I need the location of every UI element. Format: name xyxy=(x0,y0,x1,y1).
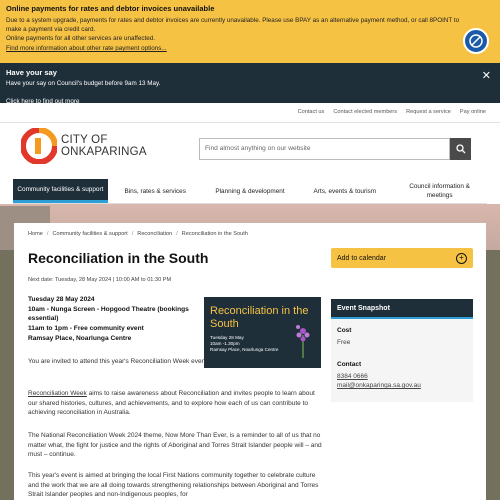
utility-nav xyxy=(298,109,486,115)
main-nav xyxy=(13,179,487,204)
theme-paragraph: The National Reconciliation Week 2024 theme, Now More Than Ever, is a reminder to all of us that no matter what, the fight for justice and the rights of Aboriginal and Torres Strait Islander people will – and must – continue. xyxy=(28,432,322,459)
breadcrumb: Home / Community facilities & support / Reconciliation / Reconciliation in the South xyxy=(28,231,248,237)
event-paragraph: This year's event is aimed at bringing the local First Nations community together to celebrate culture and the work that we are all doing towards strengthening relationships between Aboriginal and Torres Strait Islander peoples and non-Indigenous peoples, for xyxy=(28,472,319,499)
promo-place: Ramsay Place, Noarlunga Centre xyxy=(210,347,279,352)
site-search xyxy=(199,138,471,160)
next-date: Next date: Tuesday, 28 May 2024 | 10:00 AM to 01:30 PM xyxy=(28,277,172,283)
breadcrumb-current: Reconciliation in the South xyxy=(181,231,248,237)
reconciliation-week-link[interactable]: Reconciliation Week xyxy=(28,390,87,397)
search-input[interactable]: Find almost anything on our website xyxy=(199,138,450,160)
utility-request-service[interactable]: Request a service xyxy=(406,109,451,115)
nav-planning[interactable]: Planning & development xyxy=(215,187,285,195)
event-community: 11am to 1pm - Free community event xyxy=(28,325,144,333)
nav-community[interactable]: Community facilities & support xyxy=(13,179,108,203)
rw-paragraph-text: aims to raise awareness about Reconciliation and invites people to learn about our shared histories, cultures, and achievements, and to explore how each of us can contribute to achieving reconciliation in Australia. xyxy=(28,390,315,417)
contact-email[interactable]: mail@onkaparinga.sa.gov.au xyxy=(337,382,421,389)
event-location: Ramsay Place, Noarlunga Centre xyxy=(28,334,132,342)
alert-banner xyxy=(0,0,500,63)
promo-heading: Reconciliation in the South xyxy=(210,305,309,330)
plus-icon: + xyxy=(456,253,467,264)
nav-council-info[interactable]: Council information & meetings xyxy=(409,183,470,199)
logo-line-2: ONKAPARINGA xyxy=(61,146,147,158)
alert-text-1: Due to a system upgrade, payments for rates and debtor invoices are currently unavailable. Please use BPAY as an alternative payment method, or call 8POINT to make a payment via credit card. xyxy=(6,17,460,33)
alert-title: Online payments for rates and debtor invoices unavailable xyxy=(6,4,215,13)
cost-value: Free xyxy=(337,339,351,346)
close-icon[interactable]: ✕ xyxy=(481,70,491,82)
add-calendar-label: Add to calendar xyxy=(337,254,387,262)
content-card xyxy=(14,223,486,500)
breadcrumb-home[interactable]: Home xyxy=(28,231,43,237)
site-logo[interactable] xyxy=(21,128,147,164)
breadcrumb-reconciliation[interactable]: Reconciliation xyxy=(137,231,173,237)
cost-label: Cost xyxy=(337,327,352,334)
nav-arts-events[interactable]: Arts, events & tourism xyxy=(313,187,377,195)
alert-more-link[interactable]: Find more information about other rate payment options... xyxy=(6,45,167,52)
event-details xyxy=(28,295,198,344)
intro-paragraph: You are invited to attend this year's Reconciliation Week event. xyxy=(28,358,209,365)
say-title: Have your say xyxy=(6,68,57,77)
add-to-calendar-button[interactable] xyxy=(331,248,473,268)
contact-label: Contact xyxy=(337,361,362,368)
contact-phone[interactable]: 8384 0666 xyxy=(337,373,368,380)
utility-contact-members[interactable]: Contact elected members xyxy=(333,109,398,115)
search-icon xyxy=(456,144,466,154)
event-snapshot xyxy=(331,299,473,402)
logo-mark-icon xyxy=(21,128,57,164)
rw-paragraph xyxy=(28,389,324,418)
utility-pay-online[interactable]: Pay online xyxy=(459,109,486,115)
say-link[interactable]: Click here to find out more xyxy=(6,98,80,105)
logo-line-1: CITY OF xyxy=(61,134,108,146)
say-text: Have your say on Council's budget before 9am 13 May. xyxy=(6,80,161,87)
nav-bins-rates[interactable]: Bins, rates & services xyxy=(124,187,186,195)
breadcrumb-community[interactable]: Community facilities & support xyxy=(52,231,128,237)
alert-text-2: Online payments for all other services are unaffected. xyxy=(6,35,155,42)
flower-icon xyxy=(293,323,313,358)
utility-contact-us[interactable]: Contact us xyxy=(297,109,325,115)
accessibility-icon[interactable] xyxy=(463,28,489,54)
have-your-say-banner xyxy=(0,63,500,103)
event-date: Tuesday 28 May 2024 xyxy=(28,296,95,303)
event-screening: 10am - Nunga Screen - Hopgood Theatre (bookings essential) xyxy=(28,305,189,323)
snapshot-heading: Event Snapshot xyxy=(331,299,473,319)
search-button[interactable] xyxy=(450,138,471,160)
promo-date: Tuesday 28 May xyxy=(210,335,244,340)
header-divider xyxy=(0,122,500,123)
page-title: Reconciliation in the South xyxy=(28,250,209,266)
promo-time: 10am -1.30pm xyxy=(210,341,240,346)
